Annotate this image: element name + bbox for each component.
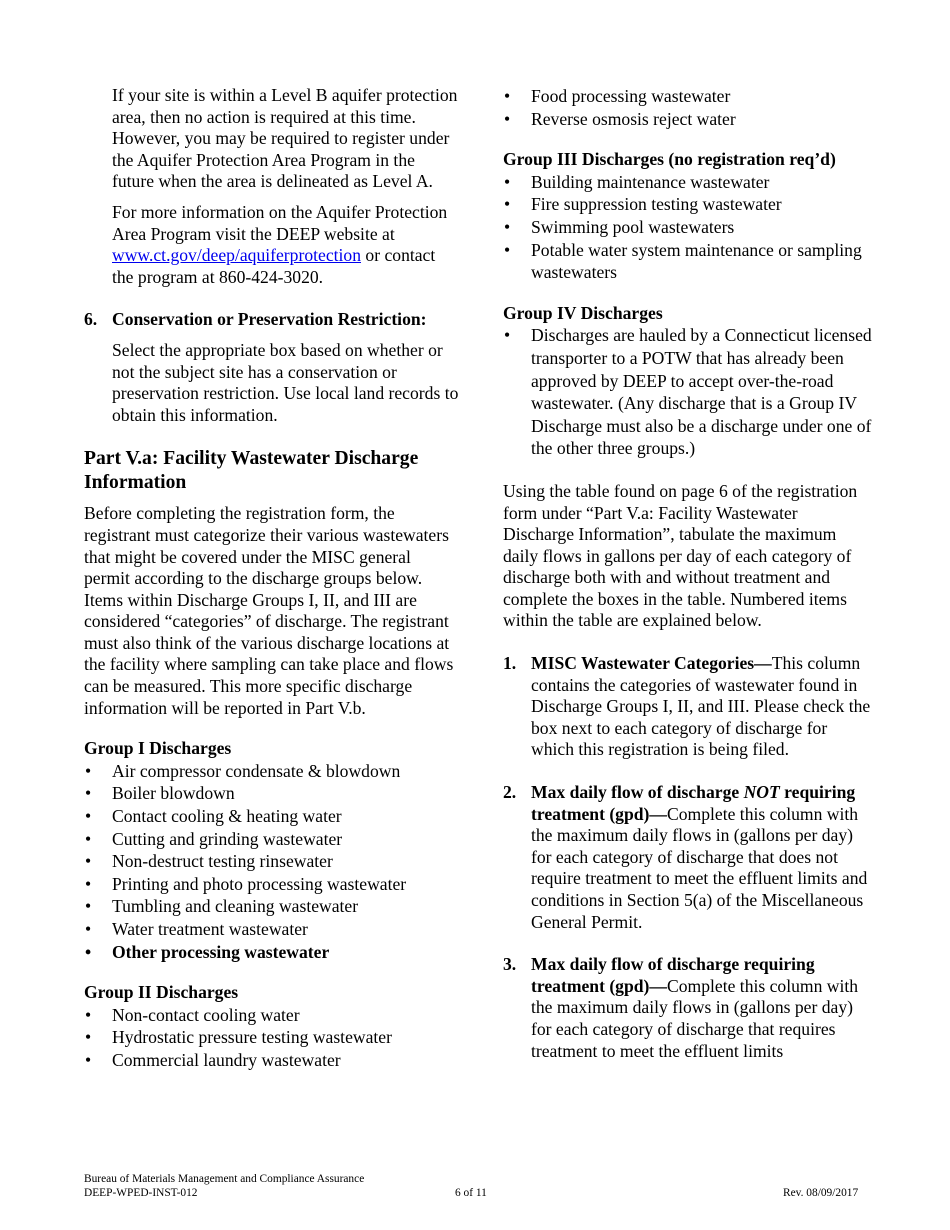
list-item: • Hydrostatic pressure testing wastewater xyxy=(84,1026,459,1049)
group-1-list xyxy=(84,760,459,963)
list-item: • Reverse osmosis reject water xyxy=(503,108,873,131)
list-item: • Tumbling and cleaning wastewater xyxy=(84,895,459,918)
list-item: • Swimming pool wastewaters xyxy=(503,216,873,239)
group-1-title: Group I Discharges xyxy=(84,738,232,759)
list-item: • Boiler blowdown xyxy=(84,782,459,805)
group-2-list xyxy=(84,1004,459,1072)
item-2-title-not: NOT xyxy=(743,782,780,803)
list-item: • Cutting and grinding wastewater xyxy=(84,828,459,851)
item-3-title: Max daily flow of discharge requiring treatment (gpd)— xyxy=(531,954,815,996)
item-1-number: 1. xyxy=(503,653,517,674)
group-2-list-continued xyxy=(503,85,873,130)
list-item: • Commercial laundry wastewater xyxy=(84,1049,459,1072)
item-1-body: This column contains the categories of wastewater found in Discharge Groups I, II, and III. Please check the box next to each category of discharge for which this registration is being filed. xyxy=(531,653,871,760)
part-va-intro: Before completing the registration form, the registrant must categorize their various wastewaters that might be covered under the MISC general permit according to the discharge groups below. Items within Discharge Groups I, II, and III are considered “categories” of discharge. The registrant must also think of the various discharge locations at the facility where sampling can take place and flows can be measured. This more specific discharge information will be reported in Part V.b. xyxy=(84,503,454,718)
item-2-number: 2. xyxy=(503,782,517,803)
list-item: • Discharges are hauled by a Connecticut licensed transporter to a POTW that has already been approved by DEEP to accept over-the-road wastewater. (Any discharge that is a Group IV Discharge must also be a discharge under one of the other three groups.) xyxy=(503,324,873,460)
group-3-list xyxy=(503,171,873,284)
list-item: • Non-destruct testing rinsewater xyxy=(84,850,459,873)
more-info-paragraph xyxy=(84,202,459,288)
footer-revision: Rev. 08/09/2017 xyxy=(783,1187,859,1199)
part-va-heading: Part V.a: Facility Wastewater Discharge Information xyxy=(84,448,419,493)
list-item: • Water treatment wastewater xyxy=(84,918,459,941)
more-info-tail: or contact the program at 860-424-3020. xyxy=(112,245,436,287)
footer-bureau: Bureau of Materials Management and Compliance Assurance xyxy=(84,1173,365,1185)
list-item: • Potable water system maintenance or sampling wastewaters xyxy=(503,239,873,284)
item-6-number: 6. xyxy=(84,309,98,330)
right-column xyxy=(503,85,873,1062)
list-item: • Printing and photo processing wastewater xyxy=(84,873,459,896)
group-2-title: Group II Discharges xyxy=(84,982,239,1003)
list-item: • Building maintenance wastewater xyxy=(503,171,873,194)
group-4-list xyxy=(503,324,873,460)
aquifer-protection-link[interactable]: www.ct.gov/deep/aquiferprotection xyxy=(112,245,361,266)
list-item: • Fire suppression testing wastewater xyxy=(503,193,873,216)
item-2-title-b: requiring treatment (gpd)— xyxy=(531,782,856,824)
footer-doc-id: DEEP-WPED-INST-012 xyxy=(84,1187,198,1199)
list-item: • Non-contact cooling water xyxy=(84,1004,459,1027)
list-item-other-processing: • Other processing wastewater xyxy=(84,941,459,964)
list-item: • Air compressor condensate & blowdown xyxy=(84,760,459,783)
left-column xyxy=(84,85,459,1072)
item-2-title-a: Max daily flow of discharge xyxy=(531,782,744,803)
item-3 xyxy=(503,954,873,1062)
table-instructions: Using the table found on page 6 of the registration form under “Part V.a: Facility Wastewater Discharge Information”, tabulate the maximum daily flows in gallons per day of each category of discharge both with and without treatment and complete the boxes in the table. Numbered items within the table are explained below. xyxy=(503,480,858,631)
item-6 xyxy=(84,309,459,426)
item-1-title: MISC Wastewater Categories— xyxy=(531,653,772,674)
item-3-body: Complete this column with the maximum daily flows in (gallons per day) for each category of discharge that requires treatment to meet the effluent limits xyxy=(531,975,859,1061)
item-6-title: Conservation or Preservation Restriction: xyxy=(112,309,427,330)
item-2 xyxy=(503,782,873,933)
group-4-title: Group IV Discharges xyxy=(503,302,663,323)
list-item: • Food processing wastewater xyxy=(503,85,873,108)
footer-page-number: 6 of 11 xyxy=(455,1187,487,1199)
more-info-text: For more information on the Aquifer Protection Area Program visit the DEEP website at xyxy=(112,201,448,244)
item-3-number: 3. xyxy=(503,954,517,975)
level-b-paragraph: If your site is within a Level B aquifer protection area, then no action is required at this time. However, you may be required to register under the Aquifer Protection Area Program in the future when the area is delineated as Level A. xyxy=(112,85,458,192)
item-2-body: Complete this column with the maximum daily flows in (gallons per day) for each category of discharge that does not require treatment to meet the effluent limits and conditions in Section 5(a) of the Miscellaneous General Permit. xyxy=(531,803,868,932)
group-3-title: Group III Discharges (no registration req’d) xyxy=(503,149,836,170)
item-1 xyxy=(503,653,873,761)
item-6-body: Select the appropriate box based on whether or not the subject site has a conservation or preservation restriction. Use local land records to obtain this information. xyxy=(112,339,459,425)
list-item: • Contact cooling & heating water xyxy=(84,805,459,828)
